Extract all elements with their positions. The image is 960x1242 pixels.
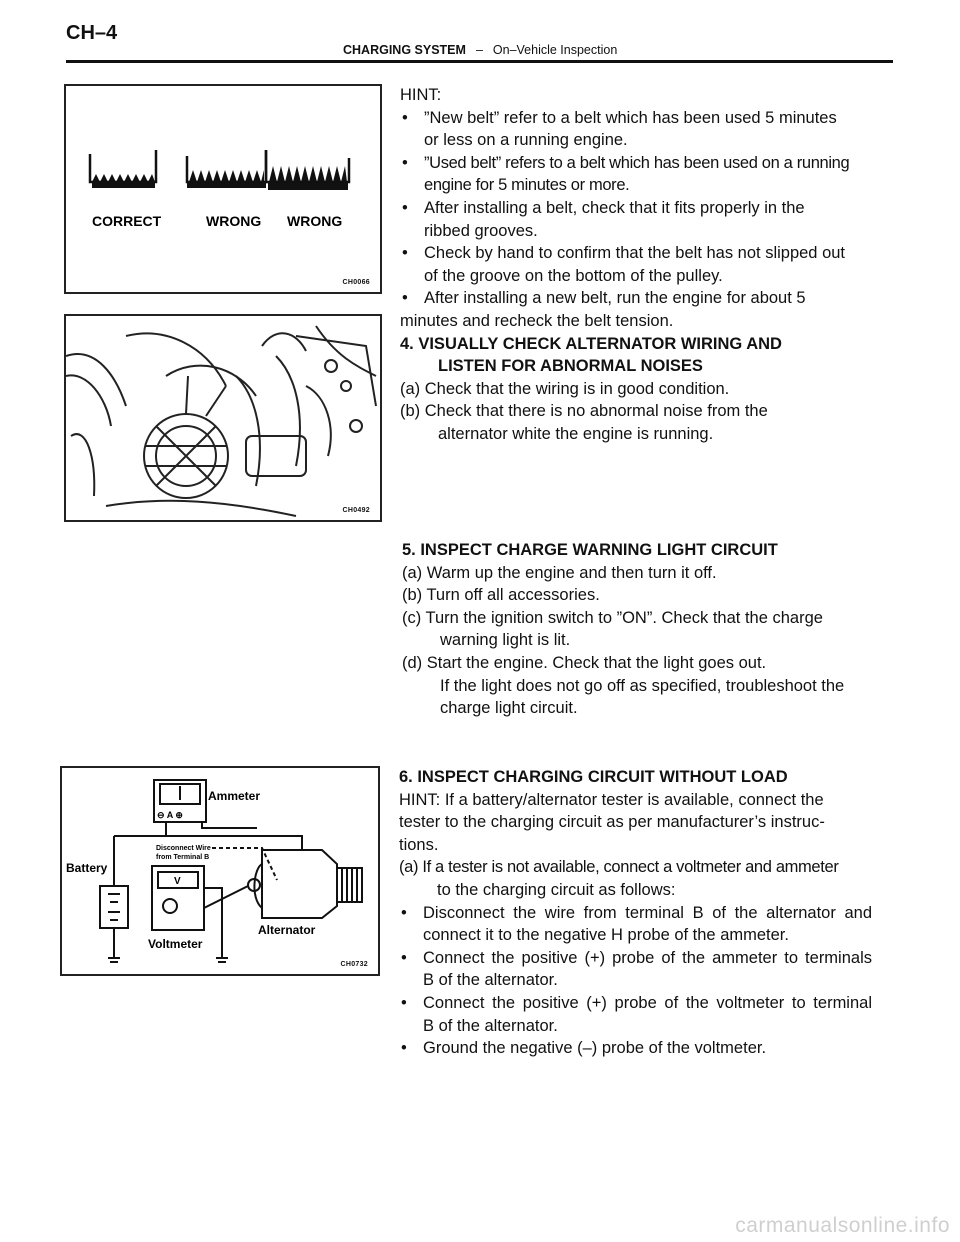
belt-label-wrong-2: WRONG bbox=[287, 213, 343, 229]
hint-and-step-4 bbox=[400, 84, 872, 446]
list-item: • ”New belt” refer to a belt which has been used 5 minutes or less on a running engine. bbox=[400, 107, 872, 152]
step-heading: 4. VISUALLY CHECK ALTERNATOR WIRING AND bbox=[400, 334, 782, 353]
list-item: • Connect the positive (+) probe of the ammeter to terminals B of the alternator. bbox=[399, 947, 872, 992]
list-item: • Connect the positive (+) probe of the voltmeter to terminal B of the alternator. bbox=[399, 992, 872, 1037]
list-item: • Ground the negative (–) probe of the voltmeter. bbox=[399, 1037, 872, 1060]
substep-cont: warning light is lit. bbox=[440, 631, 571, 650]
belt-diagram bbox=[66, 86, 380, 292]
step-6 bbox=[399, 766, 872, 1060]
section-title: CHARGING SYSTEM bbox=[343, 43, 466, 57]
disconnect-label-2: from Terminal B bbox=[156, 854, 210, 861]
substep: (a) Check that the wiring is in good condition. bbox=[400, 379, 730, 398]
substep: (b) Turn off all accessories. bbox=[402, 586, 600, 605]
ammeter-terminals: ⊖ A ⊕ bbox=[157, 810, 183, 820]
substep-cont: If the light does not go off as specified, troubleshoot the bbox=[440, 676, 845, 695]
page-number: CH–4 bbox=[66, 22, 118, 44]
belt-label-wrong-1: WRONG bbox=[206, 213, 262, 229]
substep: (b) Check that there is no abnormal noise from the bbox=[400, 402, 768, 421]
charging-circuit-figure bbox=[60, 766, 380, 976]
substep-cont: to the charging circuit as follows: bbox=[437, 880, 676, 899]
battery-label: Battery bbox=[66, 861, 108, 875]
step-heading: 5. INSPECT CHARGE WARNING LIGHT CIRCUIT bbox=[402, 541, 778, 559]
list-item: • Disconnect the wire from terminal B of the alternator and connect it to the negative H probe of the ammeter. bbox=[399, 902, 872, 947]
list-item: • After installing a belt, check that it fits properly in the ribbed grooves. bbox=[400, 197, 872, 242]
step-heading: 6. INSPECT CHARGING CIRCUIT WITHOUT LOAD bbox=[399, 768, 788, 786]
alternator-label: Alternator bbox=[258, 923, 316, 937]
substep: (d) Start the engine. Check that the light goes out. bbox=[402, 653, 767, 672]
list-item: • After installing a new belt, run the engine for about 5 minutes and recheck the belt tension. bbox=[400, 289, 806, 330]
subsection-title: On–Vehicle Inspection bbox=[492, 43, 618, 57]
alternator-photo-figure bbox=[64, 314, 382, 522]
belt-label-correct: CORRECT bbox=[92, 213, 162, 229]
substep-cont: charge light circuit. bbox=[440, 699, 578, 718]
list-item: • ”Used belt” refers to a belt which has been used on a running engine for 5 minutes or more. bbox=[400, 152, 872, 197]
disconnect-label-1: Disconnect Wire bbox=[156, 845, 211, 852]
substep: (a) Warm up the engine and then turn it off. bbox=[402, 563, 717, 582]
voltmeter-label: Voltmeter bbox=[148, 937, 203, 951]
header-separator: – bbox=[475, 43, 483, 57]
figure-code: CH0732 bbox=[340, 961, 368, 968]
hint-text: tions. bbox=[399, 835, 439, 854]
watermark: carmanualsonline.info bbox=[735, 1214, 950, 1237]
step-heading-cont: LISTEN FOR ABNORMAL NOISES bbox=[438, 357, 703, 376]
substep: (c) Turn the ignition switch to ”ON”. Check that the charge bbox=[402, 608, 823, 627]
header-rule bbox=[66, 60, 893, 63]
voltmeter-symbol: V bbox=[174, 876, 181, 887]
substep: (a) If a tester is not available, connect a voltmeter and ammeter bbox=[399, 858, 839, 877]
substep-cont: alternator white the engine is running. bbox=[438, 424, 714, 443]
figure-code: CH0492 bbox=[342, 507, 370, 514]
hint-text: tester to the charging circuit as per manufacturer’s instruc- bbox=[399, 813, 825, 832]
hint-text: HINT: If a battery/alternator tester is available, connect the bbox=[399, 790, 824, 809]
running-header bbox=[343, 43, 617, 57]
belt-fit-figure bbox=[64, 84, 382, 294]
figure-code: CH0066 bbox=[342, 279, 370, 286]
circuit-diagram bbox=[62, 768, 378, 974]
hint-label: HINT: bbox=[400, 86, 442, 104]
ammeter-label: Ammeter bbox=[208, 789, 261, 803]
alternator-drawing bbox=[66, 316, 380, 520]
step-5 bbox=[402, 539, 872, 720]
list-item: • Check by hand to confirm that the belt has not slipped out of the groove on the bottom of the pulley. bbox=[400, 242, 872, 287]
